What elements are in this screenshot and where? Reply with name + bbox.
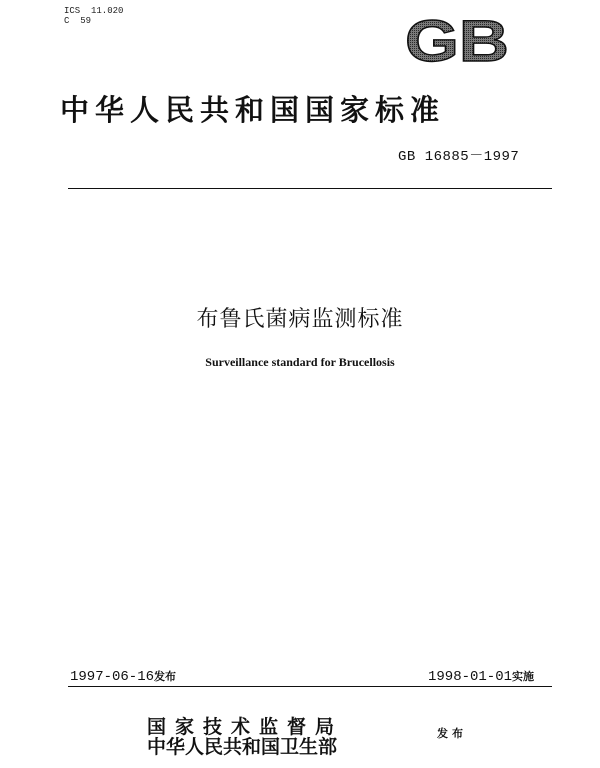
ccs-code: C 59 xyxy=(64,16,92,26)
implementation-date: 1998-01-01 xyxy=(428,669,513,685)
ics-classification xyxy=(64,6,123,26)
issue-label: 发布 xyxy=(154,670,177,683)
issue-date: 1997-06-16 xyxy=(70,669,155,685)
national-standard-title: 中华人民共和国国家标准 xyxy=(60,93,446,127)
document-title-cn: 布鲁氏菌病监测标准 xyxy=(196,307,404,332)
implementation-date-line xyxy=(428,668,534,685)
standard-number: GB 16885－1997 xyxy=(398,149,520,165)
document-title-en: Surveillance standard for Brucellosis xyxy=(205,355,395,369)
publish-label: 发布 xyxy=(437,727,467,740)
issuer-ministry-of-health: 中华人民共和国卫生部 xyxy=(147,736,338,758)
issue-date-line xyxy=(70,668,176,685)
gb-logo-text: GB xyxy=(405,14,509,64)
issuer-tech-supervision: 国家技术监督局 xyxy=(147,716,344,738)
gb-logo xyxy=(404,14,510,64)
implementation-label: 实施 xyxy=(512,670,535,683)
footer-divider xyxy=(68,686,552,687)
ics-code: ICS 11.020 xyxy=(64,6,124,16)
header-divider xyxy=(68,188,552,189)
